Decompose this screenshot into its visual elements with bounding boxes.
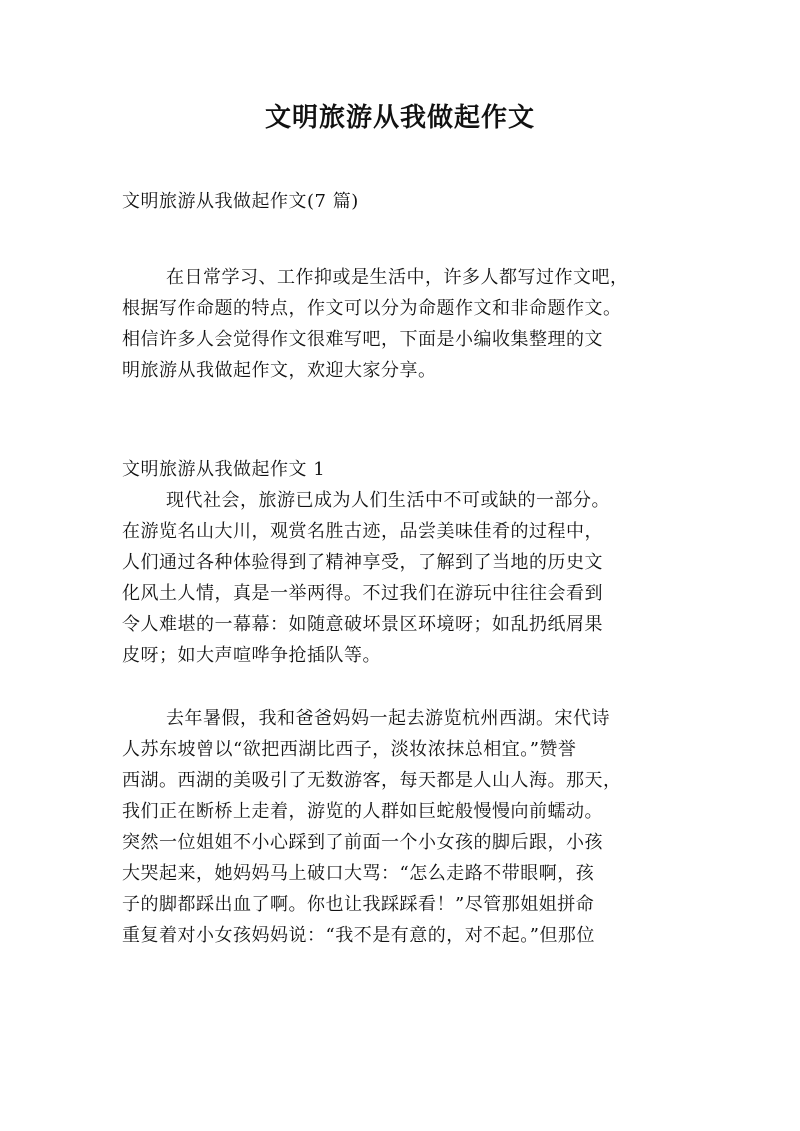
- paragraph-line: 重复着对小女孩妈妈说：“我不是有意的，对不起。”但那位: [122, 925, 595, 946]
- intro-paragraph: [122, 262, 687, 386]
- paragraph-line: 西湖。西湖的美吸引了无数游客，每天都是人山人海。那天，: [122, 770, 622, 791]
- paragraph-line: 皮呀；如大声喧哗争抢插队等。: [122, 645, 381, 666]
- paragraph-line: 子的脚都踩出血了啊。你也让我踩踩看！”尽管那姐姐拼命: [122, 894, 595, 915]
- paragraph-line: 去年暑假，我和爸爸妈妈一起去游览杭州西湖。宋代诗: [166, 708, 610, 729]
- paragraph-line: 化风土人情，真是一举两得。不过我们在游玩中往往会看到: [122, 583, 603, 604]
- intro-line: 在日常学习、工作抑或是生活中，许多人都写过作文吧，: [166, 267, 629, 288]
- body-paragraph-2: [122, 703, 687, 951]
- paragraph-line: 人们通过各种体验得到了精神享受，了解到了当地的历史文: [122, 552, 603, 573]
- intro-line: 相信许多人会觉得作文很难写吧，下面是小编收集整理的文: [122, 329, 603, 350]
- intro-line: 根据写作命题的特点，作文可以分为命题作文和非命题作文。: [122, 298, 622, 319]
- paragraph-line: 现代社会，旅游已成为人们生活中不可或缺的一部分。: [166, 490, 610, 511]
- intro-line: 明旅游从我做起作文，欢迎大家分享。: [122, 360, 437, 381]
- body-paragraph-1: [122, 485, 687, 671]
- paragraph-line: 我们正在断桥上走着，游览的人群如巨蛇般慢慢向前蠕动。: [122, 801, 603, 822]
- document-subtitle: 文明旅游从我做起作文(7 篇): [122, 191, 359, 212]
- section-heading: 文明旅游从我做起作文 1: [122, 459, 326, 480]
- paragraph-line: 突然一位姐姐不小心踩到了前面一个小女孩的脚后跟，小孩: [122, 832, 603, 853]
- paragraph-line: 令人难堪的一幕幕：如随意破坏景区环境呀；如乱扔纸屑果: [122, 614, 603, 635]
- paragraph-line: 大哭起来，她妈妈马上破口大骂：“怎么走路不带眼啊，孩: [122, 863, 595, 884]
- paragraph-line: 在游览名山大川，观赏名胜古迹，品尝美味佳肴的过程中，: [122, 521, 603, 542]
- paragraph-line: 人苏东坡曾以“欲把西湖比西子，淡妆浓抹总相宜。”赞誉: [122, 739, 577, 760]
- document-title: 文明旅游从我做起作文: [264, 103, 535, 133]
